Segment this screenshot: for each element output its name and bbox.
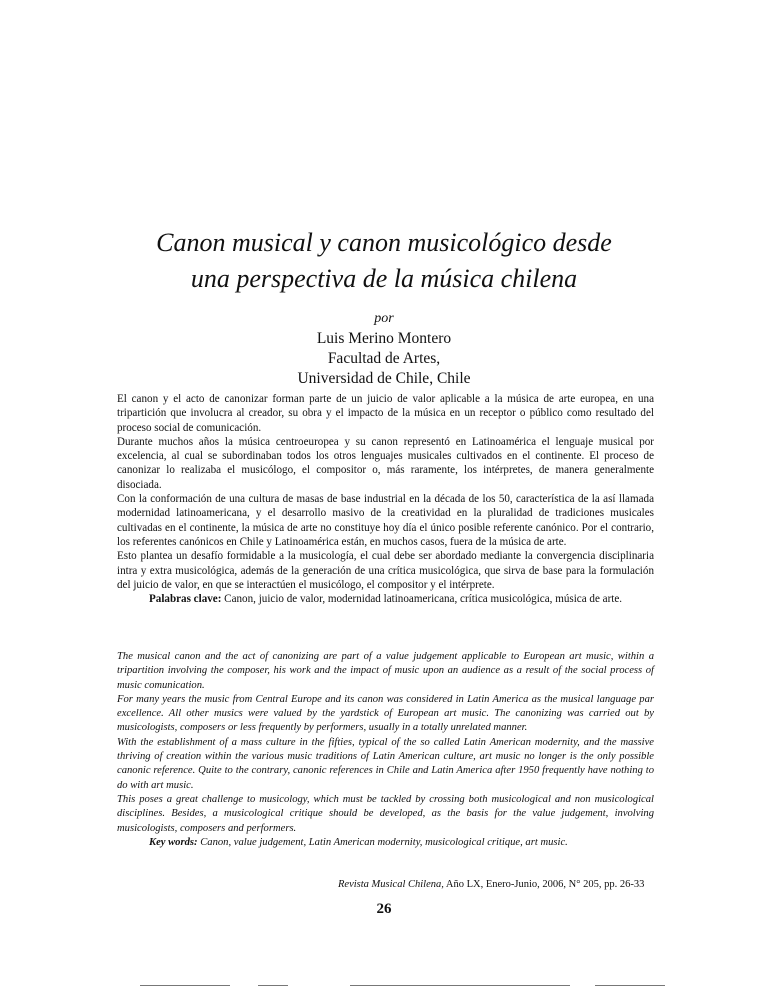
abstract-en-paragraph-4: This poses a great challenge to musicology, which must be tackled by crossing both musicological and non musicological disciplines. Besides, a musicological critique should be developed, as the basis for the value judgement, involving musicologists, composers and performers. (117, 793, 654, 834)
abstract-spanish (117, 392, 654, 606)
citation-details: Año LX, Enero-Junio, 2006, N° 205, pp. 26-33 (443, 879, 645, 890)
article-title-line-1: Canon musical y canon musicológico desde (156, 228, 612, 257)
keywords-en-label: Key words: (149, 836, 198, 848)
abstract-es-paragraph-2: Durante muchos años la música centroeuropea y su canon representó en Latinoamérica el lenguaje musical por excelencia, al cual se subordinaban todos los otros lenguajes musicales cultivados en el continente. El proceso de canonizar lo realizaba el musicólogo, el compositor o, más raramente, los intérpretes, de manera generalmente disociada. (117, 435, 654, 491)
abstract-es-paragraph-3: Con la conformación de una cultura de masas de base industrial en la década de los 50, característica de la así llamada modernidad latinoamericana, y el desarrollo masivo de la creatividad en la pluralidad de tradiciones musicales cultivadas en el continente, la música de arte no constituye hoy día el único posible referente canónico. Por el contrario, los referentes canónicos en Chile y Latinoamérica están, en muchos casos, fuera de la música de arte. (117, 493, 654, 548)
page-number: 26 (376, 901, 392, 917)
journal-name: Revista Musical Chilena, (338, 879, 444, 890)
abstract-en-paragraph-3: With the establishment of a mass culture in the fifties, typical of the so called Latin American modernity, and the massive thriving of creation within the various music traditions of Latin American culture, art music no longer is the only possible canonic reference. Quite to the contrary, canonic references in Chile and Latin America after 1950 frequently have nothing to do with art music. (117, 736, 654, 791)
abstract-en-paragraph-2: For many years the music from Central Europe and its canon was considered in Latin America as the musical language par excellence. All other musics were valued by the yardstick of European art music. The canonizing was carried out by musicologists, composers or less frequently by performers, usually in a totally unrelated manner. (117, 693, 654, 734)
abstract-en-paragraph-1: The musical canon and the act of canonizing are part of a value judgement applicable to European art music, within a tripartition involving the composer, his work and the impact of music upon an audience as a result of the social process of music comunication. (117, 651, 654, 691)
keywords-en-list: Canon, value judgement, Latin American modernity, musicological critique, art music. (197, 836, 568, 848)
keywords-es-label: Palabras clave: (149, 593, 222, 606)
bottom-rule (140, 985, 230, 986)
author-name: Luis Merino Montero (316, 330, 452, 347)
bottom-rule (350, 985, 570, 986)
author-byline (60, 309, 708, 389)
abstract-english (117, 650, 654, 850)
abstract-es-paragraph-1: El canon y el acto de canonizar forman parte de un juicio de valor aplicable a la música de arte europea, en una tripartición que involucra al creador, su obra y el impacto de la música en un receptor o público como resultado del proceso social de comunicación. (117, 393, 654, 434)
byline-por: por (374, 311, 394, 326)
abstract-es-paragraph-4: Esto plantea un desafío formidable a la musicología, el cual debe ser abordado mediante la convergencia disciplinaria intra y extra musicológica, además de la generación de una crítica musicológica, que sirva de base para la formulación del juicio de valor, en que se interactúen el musicólogo, el compositor y el intérprete. (117, 550, 654, 591)
bottom-rule (258, 985, 288, 986)
keywords-es-list: Canon, juicio de valor, modernidad latinoamericana, crítica musicológica, música de arte. (221, 593, 623, 606)
keywords-en (117, 836, 654, 850)
article-title-line-2: una perspectiva de la música chilena (190, 264, 578, 293)
bottom-rule (595, 985, 665, 986)
author-university: Universidad de Chile, Chile (297, 370, 471, 387)
journal-citation (338, 878, 644, 892)
author-faculty: Facultad de Artes, (327, 350, 441, 367)
keywords-es (117, 592, 654, 606)
article-title (60, 225, 708, 297)
